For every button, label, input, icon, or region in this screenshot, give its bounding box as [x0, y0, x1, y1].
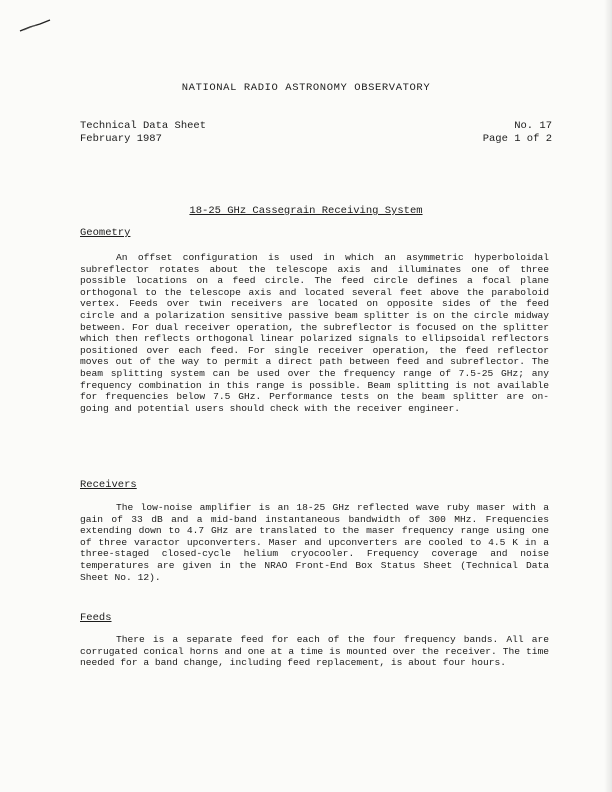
page-number: Page 1 of 2 [482, 133, 552, 145]
paragraph-receivers: The low-noise amplifier is an 18-25 GHz reflected wave ruby maser with a gain of 33 dB and a mid-band instantaneous bandwidth of 300 MHz. Frequencies extending down to 4.7 GHz are translated to the maser frequency range using one of three varactor upconverters. Maser and upconverters are cooled to 4.5 K in a three-staged closed-cycle helium cryocooler. Frequency coverage and noise temperatures are given in the NRAO Front-End Box Status Sheet (Technical Data Sheet No. 12). [80, 502, 549, 583]
section-heading-feeds: Feeds [80, 612, 112, 624]
organization-heading: NATIONAL RADIO ASTRONOMY OBSERVATORY [181, 82, 431, 94]
scan-edge-shadow [604, 0, 612, 792]
header-right [483, 120, 552, 146]
paragraph-feeds: There is a separate feed for each of the four frequency bands. All are corrugated conical horns and one at a time is mounted over the receiver. The time needed for a band change, including feed replacement, is about four hours. [80, 634, 549, 669]
document-title: 18-25 GHz Cassegrain Receiving System [189, 205, 423, 217]
pen-mark [18, 16, 52, 34]
sheet-type: Technical Data Sheet [80, 120, 207, 132]
sheet-date: February 1987 [80, 133, 162, 145]
sheet-number: No. 17 [514, 120, 552, 132]
section-heading-receivers: Receivers [80, 479, 137, 491]
paragraph-geometry: An offset configuration is used in which an asymmetric hyperboloidal subreflector rotates about the telescope axis and illuminates one of three possible locations on a feed circle. The feed circle defines a focal plane orthogonal to the telescope axis and located several feet above the paraboloid vertex. Feeds over twin receivers are located on opposite sides of the feed circle and a polarization sensitive passive beam splitter is on the circle midway between. For dual receiver operation, the subreflector is focused on the splitter which then reflects orthogonal linear polarized signals to ellipsoidal reflectors positioned over each feed. For single receiver operation, the feed reflector moves out of the way to permit a direct path between feed and subreflector. The beam splitting system can be used over the frequency range of 7.5-25 GHz; any frequency combination in this range is possible. Beam splitting is not available for frequencies below 7.5 GHz. Performance tests on the beam splitter are on-going and potential users should check with the receiver engineer. [80, 252, 549, 414]
section-heading-geometry: Geometry [80, 227, 131, 239]
header-left [80, 120, 206, 146]
